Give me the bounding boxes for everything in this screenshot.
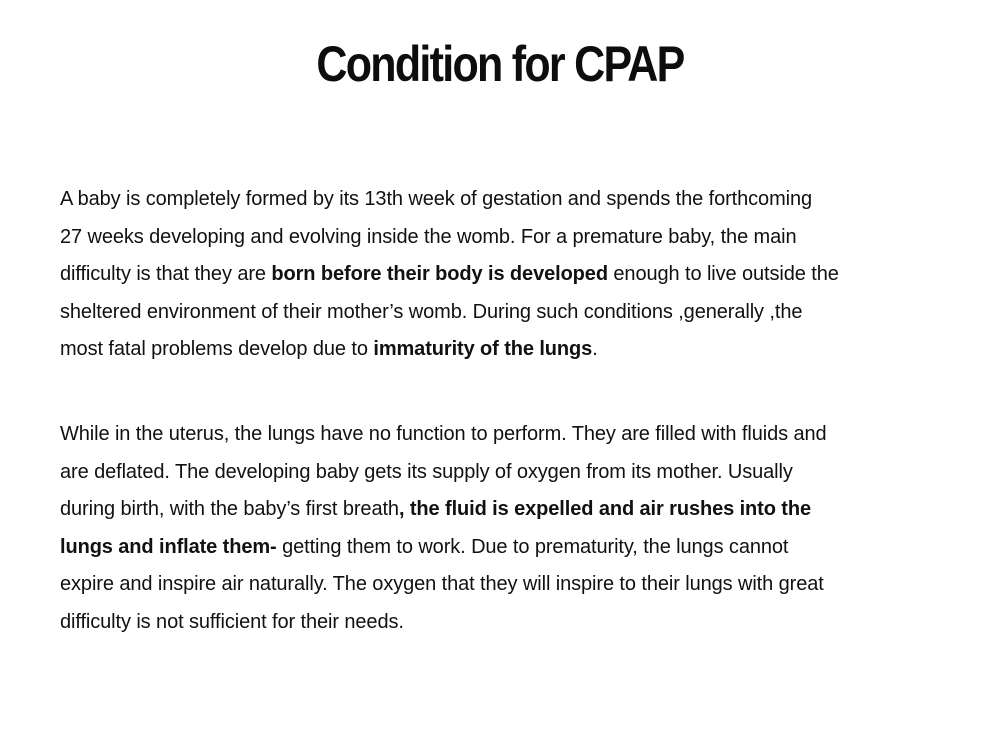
paragraph-2-line-2: are deflated. The developing baby gets its supply of oxygen from its mother. Usually (60, 460, 793, 483)
emphasis-lungs-inflate: lungs and inflate them- (60, 535, 277, 558)
paragraph-1-line-4: sheltered environment of their mother’s womb. During such conditions ,generally ,the (60, 300, 803, 323)
emphasis-fluid-expelled: , the fluid is expelled and air rushes into the (398, 498, 812, 520)
paragraph-2 (60, 416, 950, 641)
paragraph-1-line-3: difficulty is that they are born before their body is developed enough to live outside the (60, 263, 839, 285)
paragraph-1-line-1: A baby is completely formed by its 13th week of gestation and spends the forthcoming (60, 188, 813, 210)
paragraph-2-line-3: during birth, with the baby’s first breath, the fluid is expelled and air rushes into the (60, 498, 812, 520)
paragraph-1-line-5: most fatal problems develop due to immaturity of the lungs. (60, 338, 598, 360)
paragraph-2-line-6: difficulty is not sufficient for their needs. (60, 610, 404, 633)
emphasis-immaturity-of-lungs: immaturity of the lungs (373, 338, 593, 360)
paragraph-1-line-2: 27 weeks developing and evolving inside the womb. For a premature baby, the main (60, 225, 797, 248)
paragraph-1 (60, 181, 950, 369)
paragraph-2-line-1: While in the uterus, the lungs have no function to perform. They are filled with fluids and (60, 423, 827, 445)
emphasis-born-before-developed: born before their body is developed (271, 263, 608, 285)
slide-title: Condition for CPAP (316, 36, 684, 92)
paragraph-2-line-4: lungs and inflate them- getting them to work. Due to prematurity, the lungs cannot (60, 535, 789, 558)
paragraph-2-line-5: expire and inspire air naturally. The oxygen that they will inspire to their lungs with great (60, 573, 824, 595)
